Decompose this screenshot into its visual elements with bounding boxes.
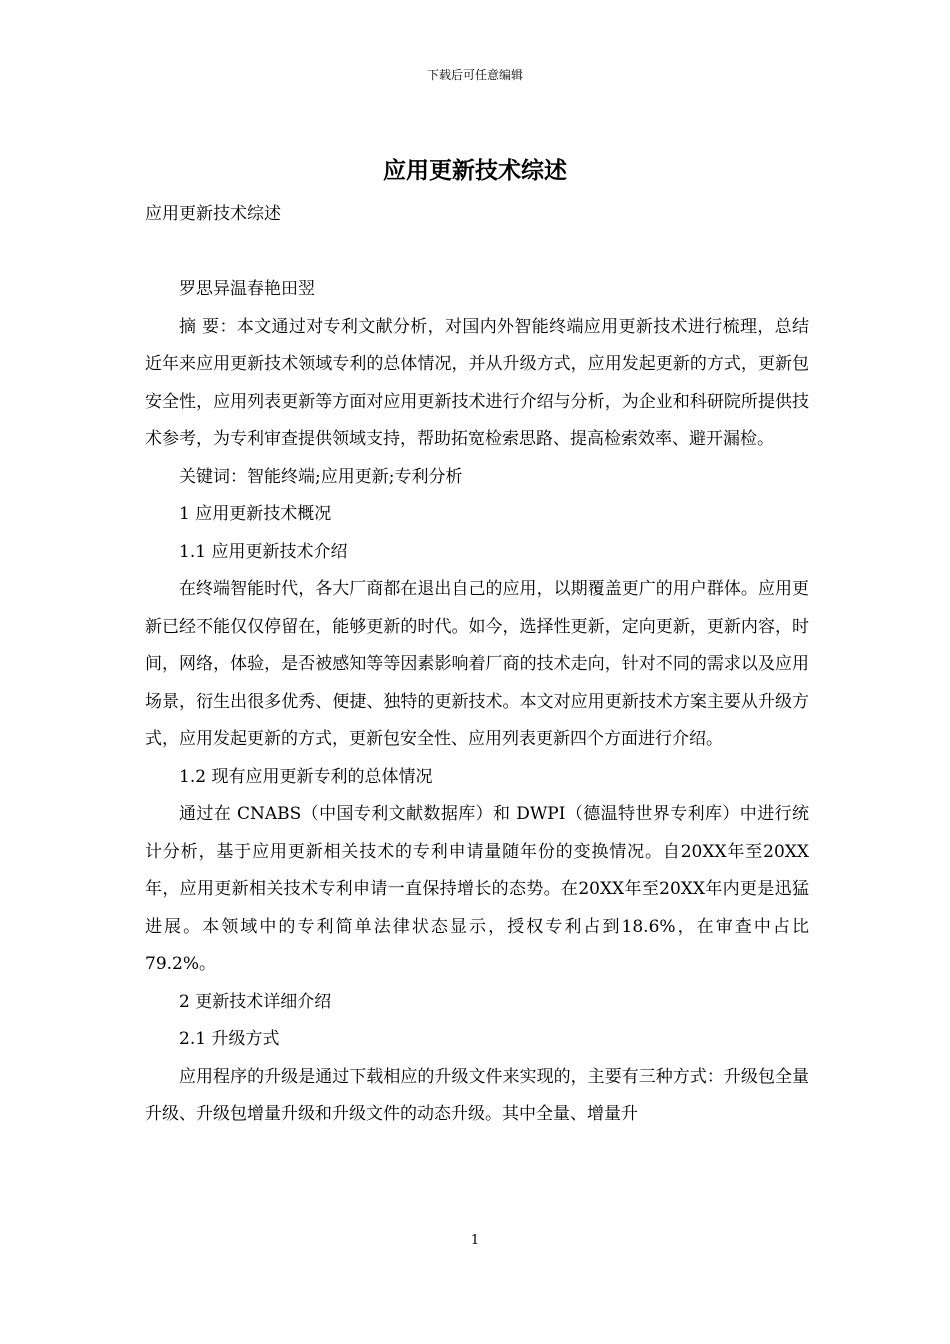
document-subtitle: 应用更新技术综述 <box>145 204 281 224</box>
section-1-1-paragraph: 在终端智能时代，各大厂商都在退出自己的应用，以期覆盖更广的用户群体。应用更新已经不能仅仅停留在，能够更新的时代。如今，选择性更新，定向更新，更新内容，时间，网络，体验，是否被感知等等因素影响着厂商的技术走向，针对不同的需求以及应用场景，衍生出很多优秀、便捷、独特的更新技术。本文对应用更新技术方案主要从升级方式，应用发起更新的方式，更新包安全性、应用列表更新四个方面进行介绍。 <box>145 579 809 749</box>
author-line: 罗思异温春艳田翌 <box>179 279 315 299</box>
section-2-1-paragraph: 应用程序的升级是通过下载相应的升级文件来实现的，主要有三种方式：升级包全量升级、升级包增量升级和升级文件的动态升级。其中全量、增量升 <box>145 1066 809 1124</box>
section-1-heading: 1 应用更新技术概况 <box>179 504 332 524</box>
page-header-note: 下载后可任意编辑 <box>426 68 523 82</box>
section-2-heading: 2 更新技术详细介绍 <box>179 991 332 1012</box>
page-number: 1 <box>470 1233 480 1248</box>
section-1-2-paragraph: 通过在 CNABS（中国专利文献数据库）和 DWPI（德温特世界专利库）中进行统计分析，基于应用更新相关技术的专利申请量随年份的变换情况。自20XX年至20XX年，应用更新相关技术专利申请一直保持增长的态势。在20XX年至20XX年内更是迅猛进展。本领域中的专利简单法律状态显示，授权专利占到18.6%，在审查中占比79.2%。 <box>145 804 809 974</box>
section-1-2-heading: 1.2 现有应用更新专利的总体情况 <box>179 766 433 787</box>
section-2-1-heading: 2.1 升级方式 <box>179 1029 280 1049</box>
abstract-paragraph: 摘 要：本文通过对专利文献分析，对国内外智能终端应用更新技术进行梳理，总结近年来应用更新技术领域专利的总体情况，并从升级方式，应用发起更新的方式，更新包安全性，应用列表更新等方面对应用更新技术进行介绍与分析，为企业和科研院所提供技术参考，为专利审查提供领域支持，帮助拓宽检索思路、提高检索效率、避开漏检。 <box>145 316 809 449</box>
section-1-1-heading: 1.1 应用更新技术介绍 <box>179 541 348 562</box>
blank-line <box>145 234 809 272</box>
document-body <box>145 196 809 1134</box>
document-title: 应用更新技术综述 <box>383 158 567 184</box>
keywords-line: 关键词：智能终端;应用更新;专利分析 <box>179 466 463 487</box>
